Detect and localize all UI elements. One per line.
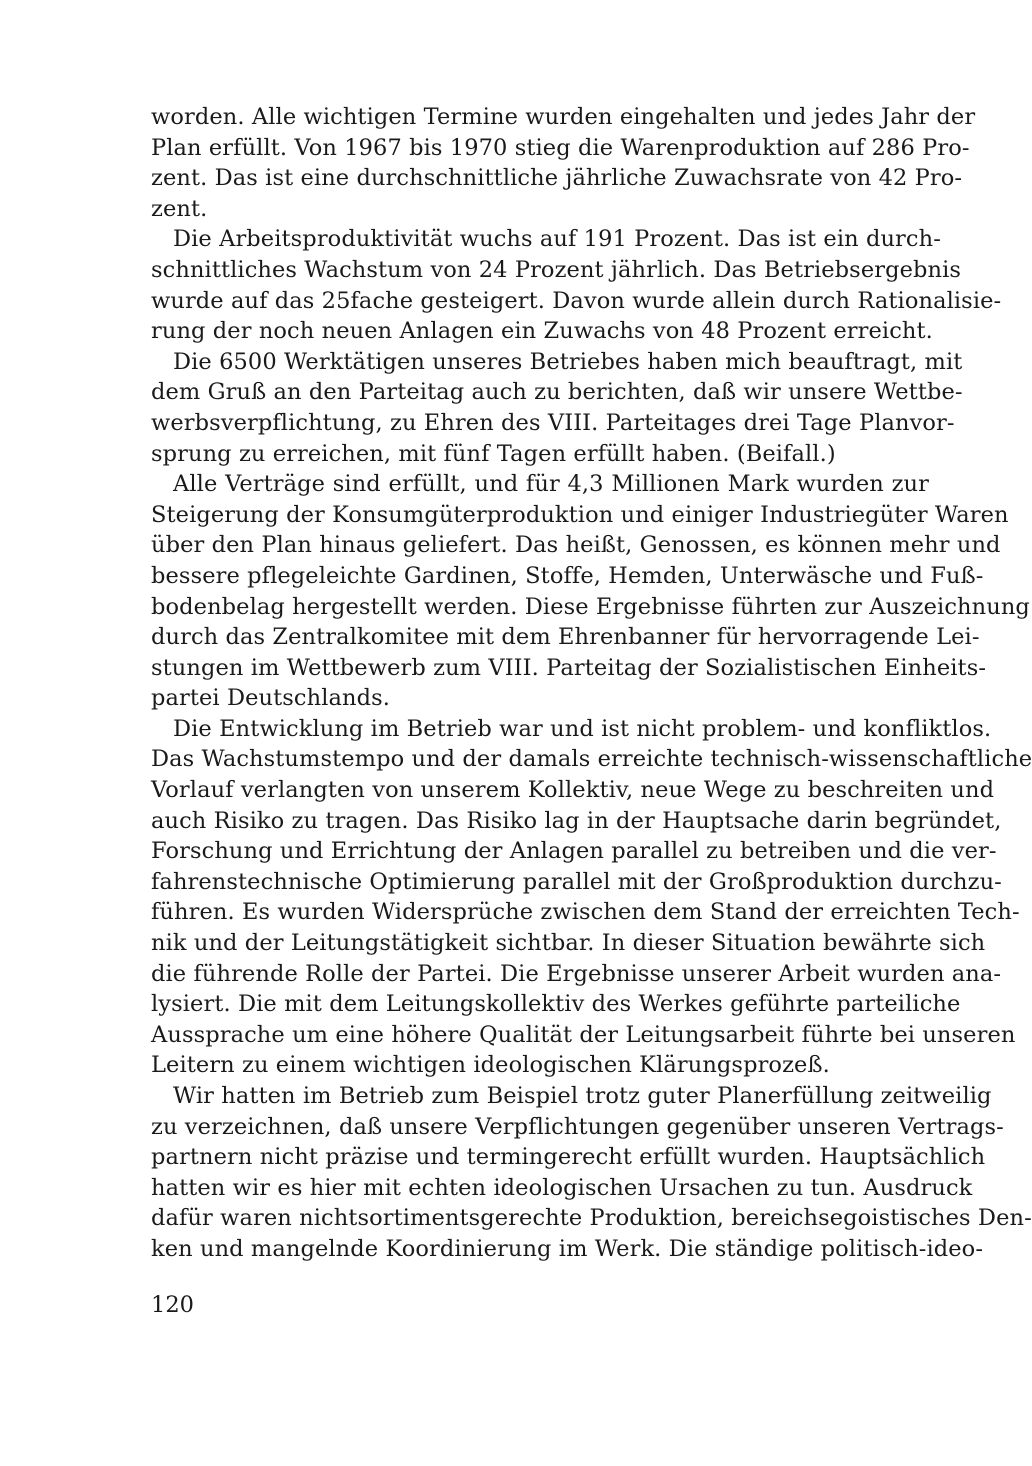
text-line: Die 6500 Werktätigen unseres Betriebes haben mich beauftragt, mit <box>173 348 963 375</box>
text-line: hatten wir es hier mit echten ideologischen Ursachen zu tun. Ausdruck <box>151 1174 973 1201</box>
text-line: Die Arbeitsproduktivität wuchs auf 191 Prozent. Das ist ein durch- <box>173 226 941 253</box>
text-line: lysiert. Die mit dem Leitungskollektiv des Werkes geführte parteiliche <box>151 991 961 1018</box>
text-line: ken und mangelnde Koordinierung im Werk. Die ständige politisch-ideo- <box>151 1235 984 1262</box>
text-line: über den Plan hinaus geliefert. Das heißt, Genossen, es können mehr und <box>151 532 1001 559</box>
text-line: die führende Rolle der Partei. Die Ergebnisse unserer Arbeit wurden ana- <box>151 960 1002 987</box>
text-line: worden. Alle wichtigen Termine wurden eingehalten und jedes Jahr der <box>151 104 976 130</box>
text-line: wurde auf das 25fache gesteigert. Davon wurde allein durch Rationalisie- <box>151 287 1002 314</box>
text-line: stungen im Wettbewerb zum VIII. Parteitag der Sozialistischen Einheits- <box>151 654 987 681</box>
text-line: durch das Zentralkomitee mit dem Ehrenbanner für hervorragende Lei- <box>151 624 980 651</box>
text-line: nik und der Leitungstätigkeit sichtbar. In dieser Situation bewährte sich <box>151 930 986 957</box>
text-line: Wir hatten im Betrieb zum Beispiel trotz guter Planerfüllung zeitweilig <box>173 1083 992 1109</box>
text-line: zu verzeichnen, daß unsere Verpflichtungen gegenüber unseren Vertrags- <box>151 1113 1004 1140</box>
text-line: partei Deutschlands. <box>151 685 391 712</box>
text-line: Leitern zu einem wichtigen ideologischen Klärungsprozeß. <box>151 1052 830 1079</box>
text-line: sprung zu erreichen, mit fünf Tagen erfüllt haben. (Beifall.) <box>151 440 836 467</box>
text-line: Steigerung der Konsumgüterproduktion und einiger Industriegüter Waren <box>151 501 1009 528</box>
text-line: fahrenstechnische Optimierung parallel mit der Großproduktion durchzu- <box>151 868 1002 895</box>
text-line: dem Gruß an den Parteitag auch zu berichten, daß wir unsere Wettbe- <box>151 379 963 406</box>
text-line: Aussprache um eine höhere Qualität der Leitungsarbeit führte bei unseren <box>151 1021 1016 1048</box>
body-text <box>151 102 1032 1265</box>
text-line: auch Risiko zu tragen. Das Risiko lag in der Hauptsache darin begründet, <box>151 807 1002 834</box>
text-line: dafür waren nichtsortimentsgerechte Produktion, bereichsegoistisches Den- <box>151 1205 1032 1232</box>
text-line: zent. <box>151 195 208 222</box>
text-line: bodenbelag hergestellt werden. Diese Ergebnisse führten zur Auszeichnung <box>151 593 1030 620</box>
page-number: 120 <box>151 1292 194 1318</box>
text-line: Vorlauf verlangten von unserem Kollektiv, neue Wege zu beschreiten und <box>151 777 995 804</box>
text-line: rung der noch neuen Anlagen ein Zuwachs von 48 Prozent erreicht. <box>151 318 933 345</box>
text-line: Alle Verträge sind erfüllt, und für 4,3 Millionen Mark wurden zur <box>173 471 929 498</box>
text-line: führen. Es wurden Widersprüche zwischen dem Stand der erreichten Tech- <box>151 899 1020 926</box>
text-line: Die Entwicklung im Betrieb war und ist nicht problem- und konfliktlos. <box>173 715 992 742</box>
text-line: partnern nicht präzise und termingerecht erfüllt wurden. Hauptsächlich <box>151 1144 986 1171</box>
text-line: Das Wachstumstempo und der damals erreichte technisch-wissenschaftliche <box>151 746 1032 773</box>
text-line: Forschung und Errichtung der Anlagen parallel zu betreiben und die ver- <box>151 838 997 865</box>
text-line: Plan erfüllt. Von 1967 bis 1970 stieg die Warenproduktion auf 286 Pro- <box>151 134 970 161</box>
text-line: werbsverpflichtung, zu Ehren des VIII. Parteitages drei Tage Planvor- <box>151 409 955 436</box>
text-line: schnittliches Wachstum von 24 Prozent jährlich. Das Betriebsergebnis <box>151 256 962 283</box>
text-line: bessere pflegeleichte Gardinen, Stoffe, Hemden, Unterwäsche und Fuß- <box>151 562 984 589</box>
text-line: zent. Das ist eine durchschnittliche jährliche Zuwachsrate von 42 Pro- <box>151 165 963 192</box>
